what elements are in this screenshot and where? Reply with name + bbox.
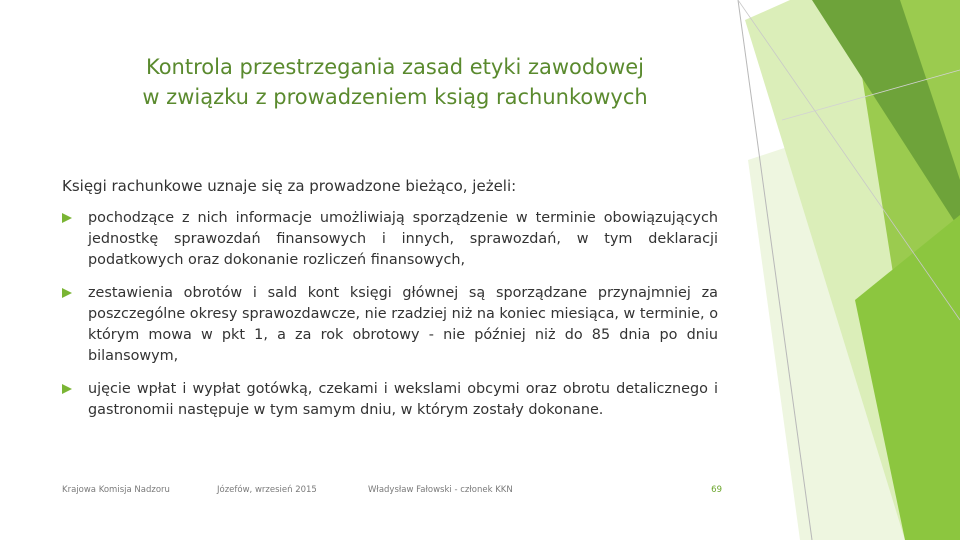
slide-title xyxy=(100,52,690,112)
bullet-text-2: zestawienia obrotów i sald kont księgi głównej są sporządzane przynajmniej za poszczególne okresy sprawozdawcze, nie rzadziej niż na koniec miesiąca, w terminie, o którym mowa w pkt 1, a za rok obrotowy - nie później niż do 85 dnia po dniu bilansowym, xyxy=(88,285,718,364)
bullet-item-1 xyxy=(62,208,718,271)
footer-author: Władysław Fałowski - członek KKN xyxy=(368,485,513,495)
triangle-bullet-icon xyxy=(62,213,72,223)
triangle-bullet-icon xyxy=(62,384,72,394)
bullet-item-3 xyxy=(62,379,718,421)
page-number: 69 xyxy=(711,485,722,495)
bullet-text-1: pochodzące z nich informacje umożliwiają sporządzenie w terminie obowiązujących jednostkę sprawozdań finansowych i innych, sprawozdań, w tym deklaracji podatkowych oraz dokonanie rozliczeń finansowych, xyxy=(88,210,718,268)
title-line-1: Kontrola przestrzegania zasad etyki zawodowej xyxy=(145,55,645,79)
footer-place-date: Józefów, wrzesień 2015 xyxy=(217,485,317,495)
bullet-item-2 xyxy=(62,283,718,367)
intro-text: Księgi rachunkowe uznaje się za prowadzone bieżąco, jeżeli: xyxy=(62,177,517,195)
footer-organization: Krajowa Komisja Nadzoru xyxy=(62,485,170,495)
bullet-text-3: ujęcie wpłat i wypłat gotówką, czekami i wekslami obcymi oraz obrotu detalicznego i gastronomii następuje w tym samym dniu, w którym zostały dokonane. xyxy=(88,381,718,418)
triangle-bullet-icon xyxy=(62,288,72,298)
title-line-2: w związku z prowadzeniem ksiąg rachunkowych xyxy=(142,85,648,109)
bullet-list xyxy=(62,208,718,433)
